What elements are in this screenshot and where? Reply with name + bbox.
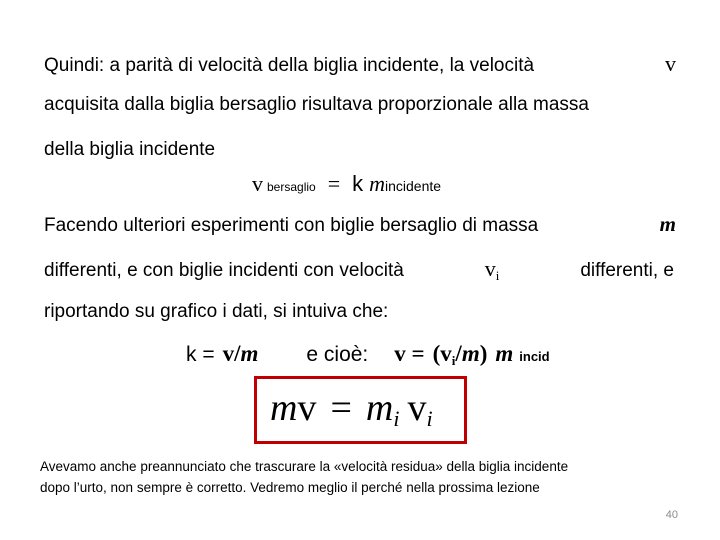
formula2-paren-open: (v <box>432 341 452 366</box>
formula2-m-after: m <box>495 341 514 366</box>
formula1-equals: = <box>327 171 341 196</box>
paragraph2-line3 <box>44 300 388 324</box>
formula1-v-subscript: bersaglio <box>267 180 316 194</box>
formula-k-relation <box>186 342 550 369</box>
paragraph1-line3-text: della biglia incidente <box>44 139 216 160</box>
formula2-paren-m: m <box>461 341 480 366</box>
paragraph2-line1 <box>44 212 676 238</box>
boxed-formula-v: v <box>297 387 317 429</box>
formula1-k: k <box>352 171 364 196</box>
boxed-formula-m: m <box>270 387 298 429</box>
velocity-incident-subscript: i <box>495 268 500 283</box>
formula1-v: v <box>252 171 263 196</box>
formula2-v: v <box>222 341 235 366</box>
mass-symbol: m <box>659 212 676 236</box>
paragraph1-line2-text: acquisita dalla biglia bersaglio risultava proporzionale alla massa <box>44 94 589 115</box>
paragraph2-line3-text: riportando su grafico i dati, si intuiva che: <box>44 301 389 322</box>
paragraph1-line2 <box>44 93 589 117</box>
formula2-paren-subscript: i <box>451 353 456 368</box>
paragraph2-line2-text-b: differenti, e <box>580 260 674 281</box>
velocity-symbol: v <box>665 51 676 76</box>
paragraph2-line2 <box>44 257 674 284</box>
note-line1: Avevamo anche preannunciato che trascurare la «velocità residua» della biglia incidente <box>40 459 569 474</box>
formula2-connector: e cioè: <box>306 343 369 366</box>
boxed-formula-subscript-i2: i <box>426 406 433 431</box>
page-number: 40 <box>665 509 678 521</box>
velocity-incident-symbol <box>485 257 500 284</box>
boxed-formula-v2: v <box>407 387 427 429</box>
paragraph1-line1 <box>44 52 676 78</box>
formula2-k-part: k = <box>186 343 215 366</box>
note-line2: dopo l’urto, non sempre è corretto. Vedremo meglio il perché nella prossima lezione <box>40 480 540 495</box>
velocity-incident-v: v <box>484 256 496 281</box>
formula2-m: m <box>240 341 259 366</box>
boxed-formula-m2: m <box>365 387 394 429</box>
paragraph2-line1-text: Facendo ulteriori esperimenti con biglie bersaglio di massa <box>44 215 539 236</box>
boxed-formula <box>270 386 433 435</box>
formula2-v-equals: v = <box>394 341 425 366</box>
boxed-formula-equals: = <box>330 387 352 429</box>
formula-proportionality <box>252 172 441 199</box>
formula2-paren-close: ) <box>479 341 488 366</box>
paragraph1-line1-text: Quindi: a parità di velocità della biglia incidente, la velocità <box>44 55 535 76</box>
paragraph2-line2-text-a: differenti, e con biglie incidenti con velocità <box>44 260 404 281</box>
formula2-slash: / <box>234 341 241 366</box>
formula2-paren-slash: / <box>455 341 462 366</box>
boxed-formula-subscript-i: i <box>393 406 400 431</box>
formula1-m-subscript: incidente <box>385 178 442 194</box>
formula2-incid-subscript: incid <box>519 349 550 364</box>
paragraph1-line3 <box>44 138 215 162</box>
formula1-m: m <box>369 171 386 196</box>
